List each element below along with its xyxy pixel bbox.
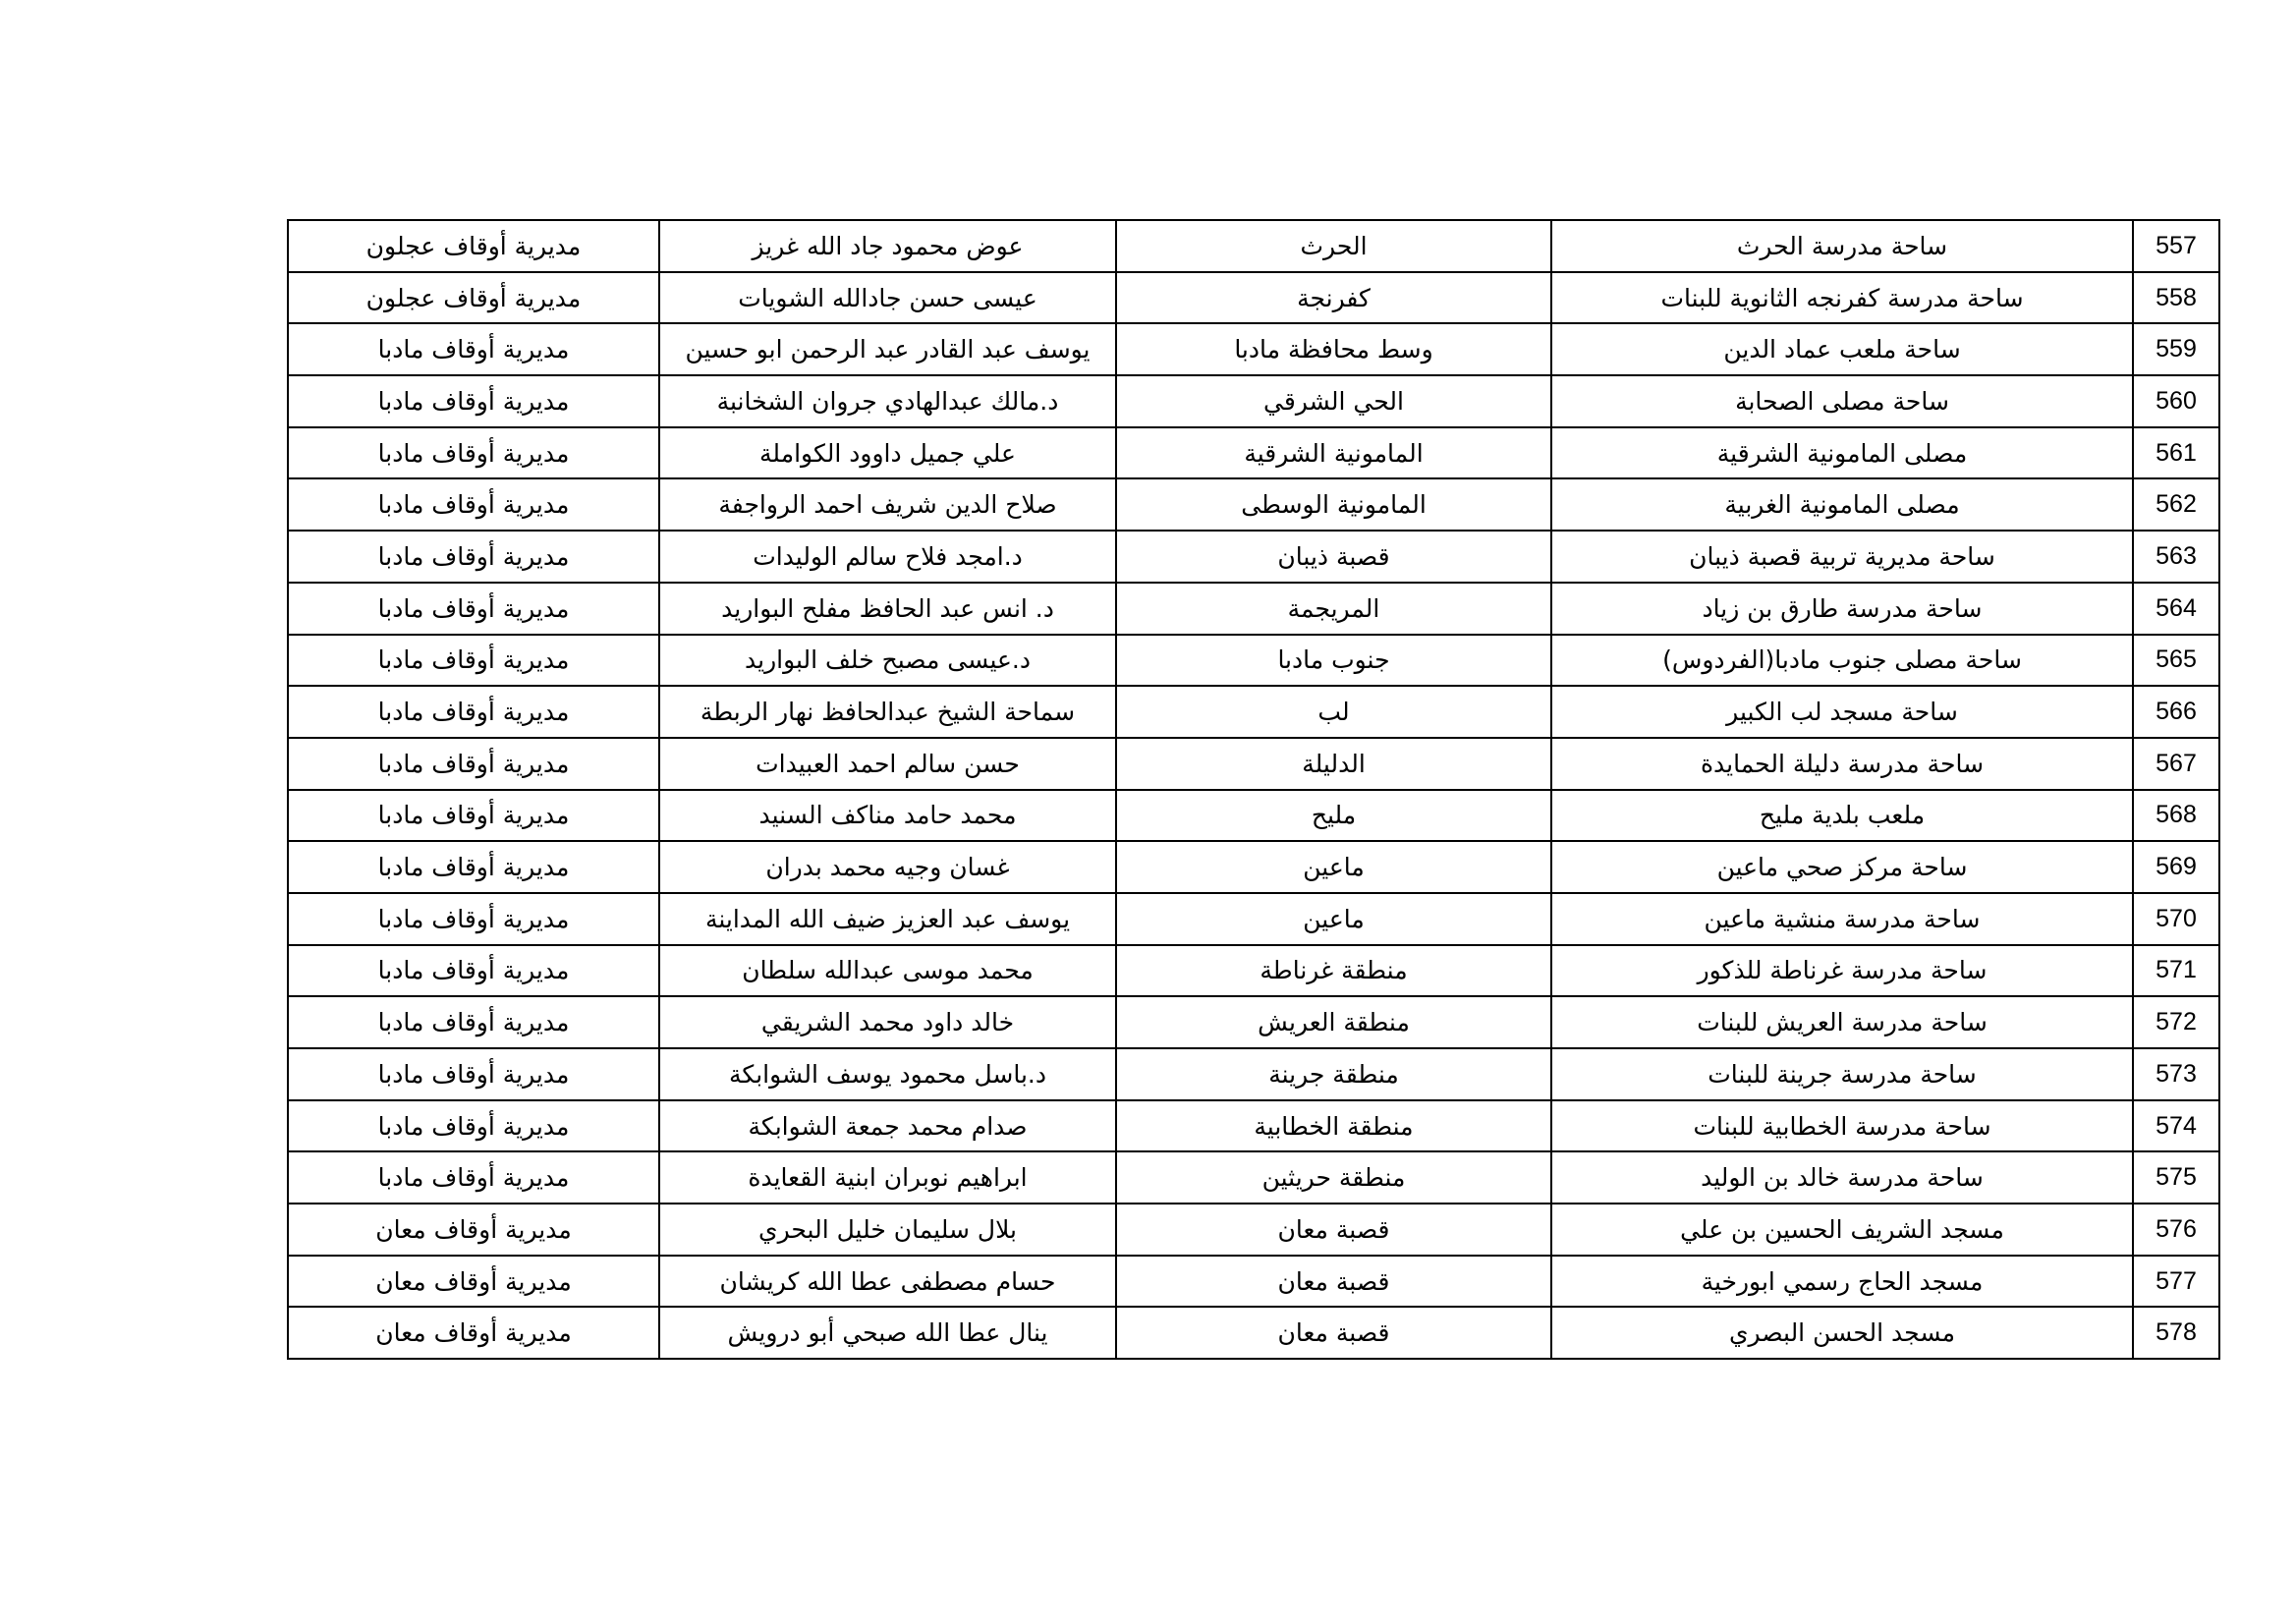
table-row <box>288 996 2219 1048</box>
area: منطقة العريش <box>1116 996 1551 1048</box>
row-number: 561 <box>2133 427 2219 479</box>
imam-name: عيسى حسن جادالله الشويات <box>659 272 1116 324</box>
imam-name: د.عيسى مصبح خلف البواريد <box>659 635 1116 687</box>
row-number: 573 <box>2133 1048 2219 1100</box>
table-row <box>288 945 2219 997</box>
prayer-place: ساحة ملعب عماد الدين <box>1551 323 2133 375</box>
directorate: مديرية أوقاف عجلون <box>288 220 659 272</box>
area: ماعين <box>1116 893 1551 945</box>
directorate: مديرية أوقاف معان <box>288 1204 659 1256</box>
area: قصبة معان <box>1116 1204 1551 1256</box>
row-number: 558 <box>2133 272 2219 324</box>
prayer-place: ساحة مدرسة الحرث <box>1551 220 2133 272</box>
prayer-place: مسجد الشريف الحسين بن علي <box>1551 1204 2133 1256</box>
imam-name: د. انس عبد الحافظ مفلح البواريد <box>659 583 1116 635</box>
imam-name: د.باسل محمود يوسف الشوابكة <box>659 1048 1116 1100</box>
imam-name: محمد حامد مناكف السنيد <box>659 790 1116 842</box>
row-number: 565 <box>2133 635 2219 687</box>
area: قصبة معان <box>1116 1256 1551 1308</box>
area: قصبة معان <box>1116 1307 1551 1359</box>
area: الدليلة <box>1116 738 1551 790</box>
prayer-place: ساحة مدرسة جرينة للبنات <box>1551 1048 2133 1100</box>
imam-name: حسن سالم احمد العبيدات <box>659 738 1116 790</box>
imam-name: محمد موسى عبدالله سلطان <box>659 945 1116 997</box>
imam-name: ابراهيم نوبران ابنية القعايدة <box>659 1151 1116 1204</box>
row-number: 578 <box>2133 1307 2219 1359</box>
area: المامونية الشرقية <box>1116 427 1551 479</box>
row-number: 560 <box>2133 375 2219 427</box>
row-number: 577 <box>2133 1256 2219 1308</box>
table-row <box>288 375 2219 427</box>
directorate: مديرية أوقاف مادبا <box>288 841 659 893</box>
table-row <box>288 1048 2219 1100</box>
area: الحرث <box>1116 220 1551 272</box>
directorate: مديرية أوقاف مادبا <box>288 790 659 842</box>
prayer-place: ساحة مدرسة كفرنجه الثانوية للبنات <box>1551 272 2133 324</box>
row-number: 562 <box>2133 478 2219 531</box>
area: مليح <box>1116 790 1551 842</box>
directorate: مديرية أوقاف مادبا <box>288 996 659 1048</box>
directorate: مديرية أوقاف مادبا <box>288 427 659 479</box>
prayer-place: مصلى المامونية الشرقية <box>1551 427 2133 479</box>
row-number: 571 <box>2133 945 2219 997</box>
imam-name: عوض محمود جاد الله غريز <box>659 220 1116 272</box>
prayer-place: مسجد الحاج رسمي ابورخية <box>1551 1256 2133 1308</box>
area: لب <box>1116 686 1551 738</box>
imam-name: يوسف عبد العزيز ضيف الله المداينة <box>659 893 1116 945</box>
directorate: مديرية أوقاف مادبا <box>288 635 659 687</box>
directorate: مديرية أوقاف مادبا <box>288 893 659 945</box>
table-row <box>288 635 2219 687</box>
prayer-place: ساحة مدرسة العريش للبنات <box>1551 996 2133 1048</box>
directorate: مديرية أوقاف عجلون <box>288 272 659 324</box>
row-number: 569 <box>2133 841 2219 893</box>
row-number: 576 <box>2133 1204 2219 1256</box>
area: الحي الشرقي <box>1116 375 1551 427</box>
table-row <box>288 1100 2219 1152</box>
imam-name: سماحة الشيخ عبدالحافظ نهار الربطة <box>659 686 1116 738</box>
table-row <box>288 427 2219 479</box>
directorate: مديرية أوقاف مادبا <box>288 375 659 427</box>
prayer-place: ساحة مصلى جنوب مادبا(الفردوس) <box>1551 635 2133 687</box>
imam-name: علي جميل داوود الكواملة <box>659 427 1116 479</box>
row-number: 574 <box>2133 1100 2219 1152</box>
table-row <box>288 893 2219 945</box>
table-row <box>288 1151 2219 1204</box>
imam-name: ينال عطا الله صبحي أبو درويش <box>659 1307 1116 1359</box>
row-number: 557 <box>2133 220 2219 272</box>
table-row <box>288 583 2219 635</box>
prayer-place: مسجد الحسن البصري <box>1551 1307 2133 1359</box>
row-number: 564 <box>2133 583 2219 635</box>
directorate: مديرية أوقاف مادبا <box>288 531 659 583</box>
table-row <box>288 738 2219 790</box>
imam-name: د.امجد فلاح سالم الوليدات <box>659 531 1116 583</box>
directorate: مديرية أوقاف مادبا <box>288 738 659 790</box>
prayer-place: ساحة مدرسة خالد بن الوليد <box>1551 1151 2133 1204</box>
area: ماعين <box>1116 841 1551 893</box>
area: وسط محافظة مادبا <box>1116 323 1551 375</box>
table-row <box>288 531 2219 583</box>
table-row <box>288 478 2219 531</box>
prayer-place: ساحة مدرسة طارق بن زياد <box>1551 583 2133 635</box>
prayer-place: ساحة مديرية تربية قصبة ذيبان <box>1551 531 2133 583</box>
row-number: 572 <box>2133 996 2219 1048</box>
table-row <box>288 1307 2219 1359</box>
area: المريجمة <box>1116 583 1551 635</box>
prayer-place: ملعب بلدية مليح <box>1551 790 2133 842</box>
imam-name: صلاح الدين شريف احمد الرواجفة <box>659 478 1116 531</box>
area: منطقة غرناطة <box>1116 945 1551 997</box>
area: كفرنجة <box>1116 272 1551 324</box>
area: منطقة حريثين <box>1116 1151 1551 1204</box>
row-number: 575 <box>2133 1151 2219 1204</box>
area: قصبة ذيبان <box>1116 531 1551 583</box>
table-row <box>288 323 2219 375</box>
table-row <box>288 841 2219 893</box>
row-number: 567 <box>2133 738 2219 790</box>
area: جنوب مادبا <box>1116 635 1551 687</box>
directorate: مديرية أوقاف مادبا <box>288 1151 659 1204</box>
area: منطقة جرينة <box>1116 1048 1551 1100</box>
prayer-place: ساحة مصلى الصحابة <box>1551 375 2133 427</box>
row-number: 568 <box>2133 790 2219 842</box>
imam-name: غسان وجيه محمد بدران <box>659 841 1116 893</box>
table-row <box>288 1204 2219 1256</box>
table-row <box>288 686 2219 738</box>
directorate: مديرية أوقاف مادبا <box>288 945 659 997</box>
prayer-place: ساحة مدرسة دليلة الحمايدة <box>1551 738 2133 790</box>
prayer-place: ساحة مسجد لب الكبير <box>1551 686 2133 738</box>
prayer-place: ساحة مدرسة غرناطة للذكور <box>1551 945 2133 997</box>
imam-name: بلال سليمان خليل البحري <box>659 1204 1116 1256</box>
row-number: 563 <box>2133 531 2219 583</box>
imam-name: حسام مصطفى عطا الله كريشان <box>659 1256 1116 1308</box>
prayer-place: ساحة مدرسة منشية ماعين <box>1551 893 2133 945</box>
row-number: 570 <box>2133 893 2219 945</box>
prayer-place: ساحة مدرسة الخطابية للبنات <box>1551 1100 2133 1152</box>
table-row <box>288 272 2219 324</box>
directorate: مديرية أوقاف مادبا <box>288 1048 659 1100</box>
table-row <box>288 1256 2219 1308</box>
directorate: مديرية أوقاف مادبا <box>288 323 659 375</box>
directorate: مديرية أوقاف مادبا <box>288 478 659 531</box>
table-row <box>288 790 2219 842</box>
prayer-place: ساحة مركز صحي ماعين <box>1551 841 2133 893</box>
imam-name: صدام محمد جمعة الشوابكة <box>659 1100 1116 1152</box>
prayer-place: مصلى المامونية الغربية <box>1551 478 2133 531</box>
row-number: 559 <box>2133 323 2219 375</box>
imam-name: يوسف عبد القادر عبد الرحمن ابو حسين <box>659 323 1116 375</box>
directorate: مديرية أوقاف معان <box>288 1307 659 1359</box>
directorate: مديرية أوقاف مادبا <box>288 583 659 635</box>
imam-name: خالد داود محمد الشريقي <box>659 996 1116 1048</box>
imam-name: د.مالك عبدالهادي جروان الشخانبة <box>659 375 1116 427</box>
row-number: 566 <box>2133 686 2219 738</box>
table-body <box>288 220 2219 1359</box>
directorate: مديرية أوقاف معان <box>288 1256 659 1308</box>
area: منطقة الخطابية <box>1116 1100 1551 1152</box>
prayer-sites-table <box>287 219 2220 1360</box>
directorate: مديرية أوقاف مادبا <box>288 1100 659 1152</box>
directorate: مديرية أوقاف مادبا <box>288 686 659 738</box>
area: المامونية الوسطى <box>1116 478 1551 531</box>
table-row <box>288 220 2219 272</box>
